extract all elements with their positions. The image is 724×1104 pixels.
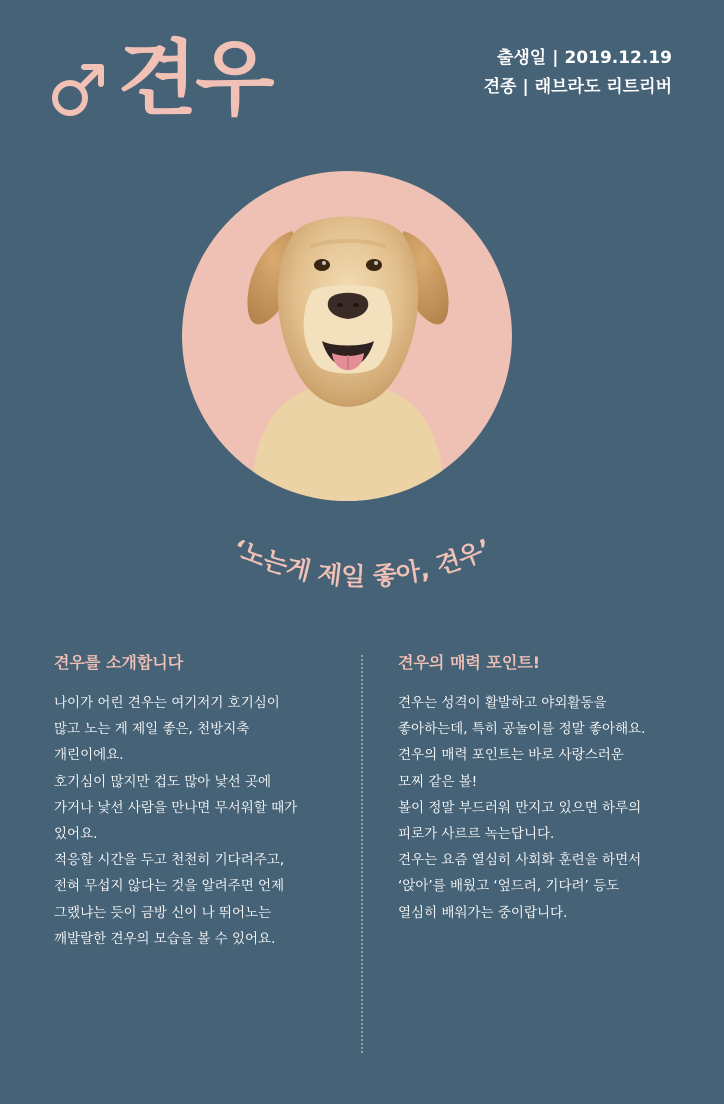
intro-body: [54, 690, 354, 952]
charm-line: 열심히 배워가는 중이랍니다.: [398, 904, 568, 921]
intro-line: 적응할 시간을 두고 천천히 기다려주고,: [54, 852, 285, 869]
intro-line: 나이가 어린 견우는 여기저기 호기심이: [54, 695, 280, 711]
intro-line: 많고 노는 게 제일 좋은, 천방지축: [54, 721, 250, 738]
intro-line: 가거나 낯선 사람을 만나면 무서워할 때가: [54, 799, 298, 816]
column-divider: [361, 655, 363, 1053]
page-title: 견우: [118, 32, 273, 127]
header: [0, 0, 724, 150]
charm-line: 견우는 요즘 열심히 사회화 훈련을 하면서: [398, 852, 642, 869]
charm-line: 좋아하는데, 특히 공놀이를 정말 좋아해요.: [398, 721, 646, 738]
pet-info: [484, 44, 672, 102]
charm-title: 견우의 매력 포인트!: [398, 653, 541, 672]
birth-label: 출생일: [496, 48, 547, 68]
separator: |: [552, 48, 559, 68]
charm-line: ‘앉아’를 배웠고 ‘엎드려, 기다려’ 등도: [398, 878, 620, 895]
charm-line: 볼이 정말 부드러워 만지고 있으면 하루의: [398, 799, 642, 816]
intro-line: 전혀 무섭지 않다는 것을 알려주면 언제: [54, 878, 285, 895]
birth-date-line: [484, 44, 672, 73]
dog-photo: [182, 171, 512, 501]
breed-value: 래브라도 리트리버: [534, 77, 672, 97]
breed-line: [484, 73, 672, 102]
quote-text-path: ‘노는게 제일 좋아, 견우’: [228, 533, 496, 592]
quote-banner: [0, 470, 724, 620]
male-symbol-icon: [48, 58, 110, 120]
separator: |: [522, 77, 529, 97]
charm-line: 견우의 매력 포인트는 바로 사랑스러운: [398, 747, 624, 764]
quote-text: [228, 533, 496, 591]
charm-line: 견우는 성격이 활발하고 야외활동을: [398, 695, 607, 711]
dog-illustration-icon: [182, 171, 512, 501]
intro-line: 깨발랄한 견우의 모습을 볼 수 있어요.: [54, 930, 276, 947]
intro-line: 개린이에요.: [54, 747, 124, 764]
intro-line: 있어요.: [54, 826, 98, 843]
intro-section: [54, 650, 354, 952]
charm-section: [398, 650, 688, 926]
charm-line: 모찌 같은 볼!: [398, 773, 478, 790]
charm-line: 피로가 사르르 녹는답니다.: [398, 826, 555, 843]
intro-title: 견우를 소개합니다: [54, 653, 184, 672]
breed-label: 견종: [483, 77, 517, 97]
birth-value: 2019.12.19: [564, 48, 672, 68]
intro-line: 호기심이 많지만 겁도 많아 낯선 곳에: [54, 773, 272, 790]
charm-body: [398, 690, 688, 926]
intro-line: 그랬냐는 듯이 금방 신이 나 뛰어노는: [54, 904, 272, 921]
